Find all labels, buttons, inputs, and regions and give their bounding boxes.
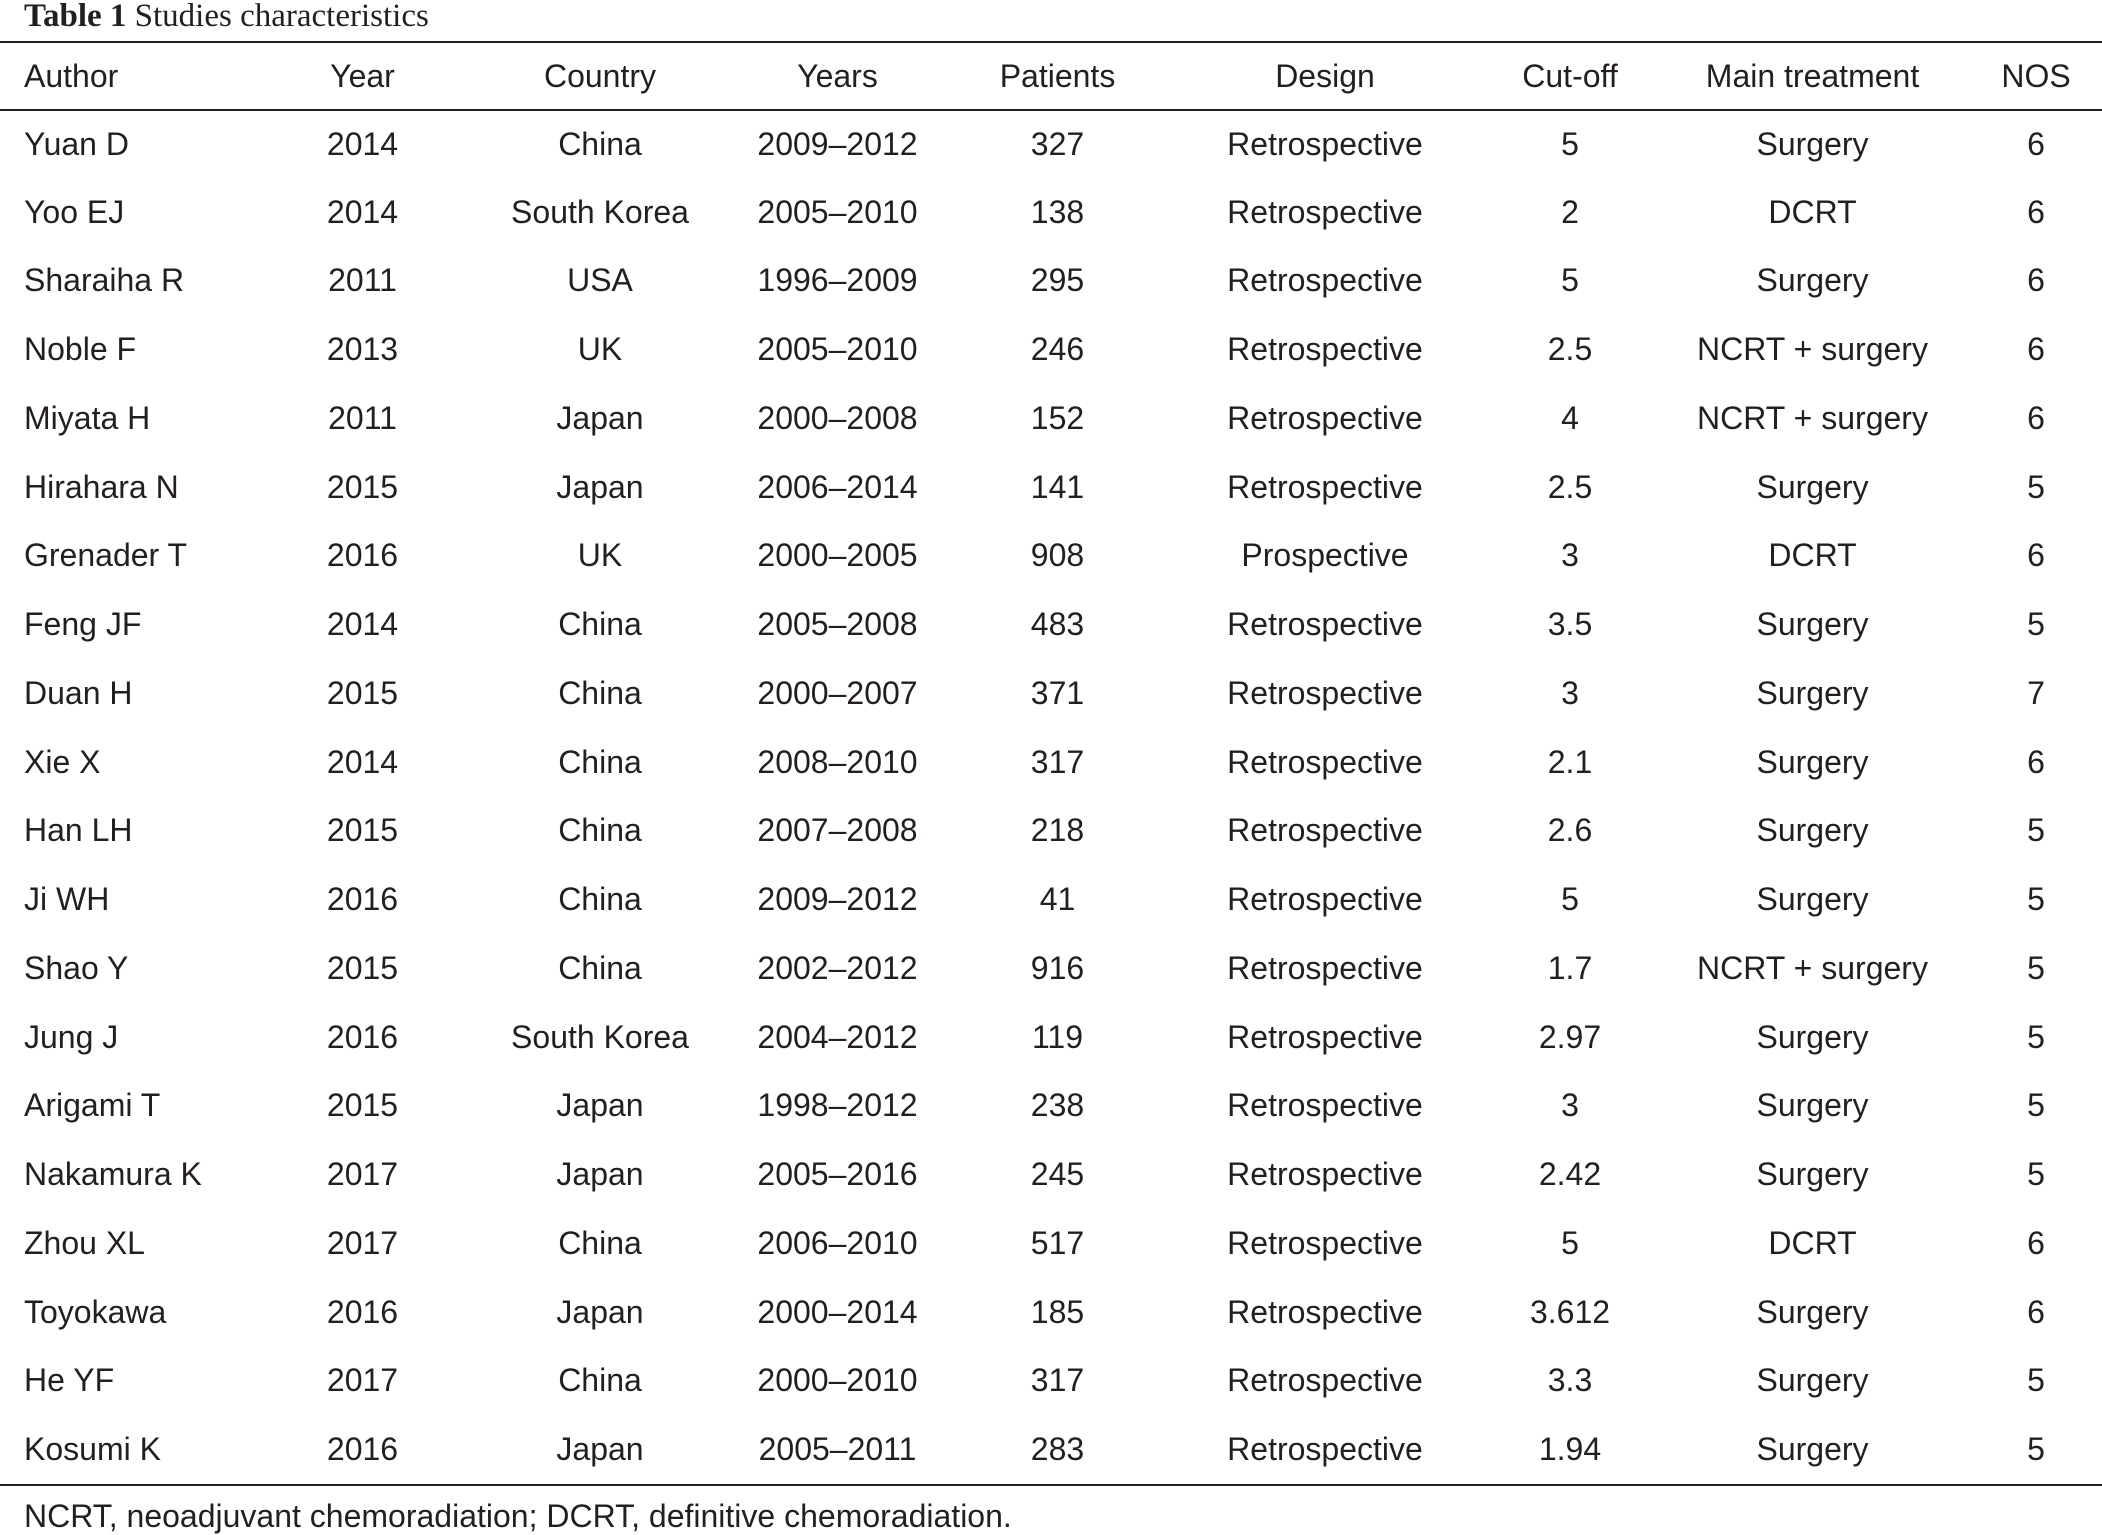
cell-nos: 6: [2027, 125, 2045, 162]
cell-design: Retrospective: [1227, 881, 1423, 918]
cell-years: 2009–2012: [757, 881, 918, 918]
cell-cutoff: 5: [1561, 1224, 1579, 1261]
cell-country: Japan: [556, 399, 644, 436]
cell-nos: 5: [2027, 1018, 2045, 1055]
cell-cutoff: 3: [1561, 537, 1579, 574]
cell-author: Miyata H: [24, 399, 151, 436]
table-row: [0, 522, 2102, 591]
column-header-nos: NOS: [2001, 57, 2071, 94]
table-bottom-rule: [0, 1484, 2102, 1486]
cell-author: Grenader T: [24, 537, 188, 574]
cell-treatment: Surgery: [1756, 606, 1869, 643]
cell-author: Yoo EJ: [24, 193, 125, 230]
cell-years: 2006–2014: [757, 468, 918, 505]
cell-year: 2016: [326, 537, 399, 574]
column-header-cutoff: Cut-off: [1522, 57, 1618, 94]
cell-author: Yuan D: [24, 125, 129, 162]
cell-country: China: [558, 125, 642, 162]
cell-treatment: Surgery: [1756, 468, 1869, 505]
cell-cutoff: 5: [1561, 262, 1579, 299]
cell-treatment: DCRT: [1768, 1224, 1857, 1261]
cell-design: Retrospective: [1227, 1156, 1423, 1193]
cell-years: 2002–2012: [757, 949, 918, 986]
cell-design: Retrospective: [1227, 1362, 1423, 1399]
cell-years: 2000–2008: [757, 399, 918, 436]
cell-cutoff: 2.97: [1538, 1018, 1602, 1055]
cell-treatment: NCRT + surgery: [1697, 331, 1928, 368]
cell-design: Retrospective: [1227, 812, 1423, 849]
cell-nos: 6: [2027, 1224, 2045, 1261]
cell-years: 2005–2008: [757, 606, 918, 643]
table-row: [0, 1003, 2102, 1072]
cell-treatment: Surgery: [1756, 1293, 1869, 1330]
cell-year: 2017: [326, 1156, 399, 1193]
cell-years: 2004–2012: [757, 1018, 918, 1055]
cell-nos: 7: [2027, 674, 2045, 711]
table-row: [0, 247, 2102, 316]
cell-treatment: NCRT + surgery: [1697, 949, 1928, 986]
cell-treatment: DCRT: [1768, 193, 1857, 230]
cell-nos: 6: [2027, 399, 2045, 436]
cell-nos: 5: [2027, 881, 2045, 918]
cell-years: 2000–2007: [757, 674, 918, 711]
cell-author: Jung J: [24, 1018, 119, 1055]
table-row: [0, 659, 2102, 728]
cell-years: 2000–2005: [757, 537, 918, 574]
cell-country: Japan: [556, 1156, 644, 1193]
cell-country: Japan: [556, 1293, 644, 1330]
cell-design: Retrospective: [1227, 606, 1423, 643]
cell-year: 2017: [326, 1224, 399, 1261]
cell-cutoff: 2.1: [1547, 743, 1593, 780]
cell-nos: 5: [2027, 1156, 2045, 1193]
table-footnote: NCRT, neoadjuvant chemoradiation; DCRT, definitive chemoradiation.: [24, 1498, 1012, 1534]
table-row: [0, 728, 2102, 797]
cell-patients: 317: [1030, 743, 1085, 780]
cell-country: China: [558, 606, 642, 643]
cell-author: Han LH: [24, 812, 133, 849]
cell-year: 2013: [326, 331, 399, 368]
cell-years: 2000–2014: [757, 1293, 918, 1330]
cell-patients: 517: [1030, 1224, 1085, 1261]
cell-treatment: DCRT: [1768, 537, 1857, 574]
cell-year: 2015: [326, 468, 399, 505]
cell-country: China: [558, 1362, 642, 1399]
table-caption: [24, 0, 429, 40]
cell-year: 2016: [326, 881, 399, 918]
column-header-year: Year: [330, 57, 395, 94]
table-row: [0, 590, 2102, 659]
cell-cutoff: 2.5: [1547, 468, 1593, 505]
cell-year: 2017: [326, 1362, 399, 1399]
cell-country: UK: [577, 331, 623, 368]
cell-nos: 6: [2027, 331, 2045, 368]
cell-patients: 246: [1030, 331, 1085, 368]
table-row: [0, 1140, 2102, 1209]
cell-years: 2008–2010: [757, 743, 918, 780]
table-row: [0, 1072, 2102, 1141]
cell-years: 2000–2010: [757, 1362, 918, 1399]
cell-country: China: [558, 743, 642, 780]
cell-year: 2014: [326, 125, 399, 162]
cell-patients: 483: [1030, 606, 1085, 643]
cell-design: Retrospective: [1227, 1087, 1423, 1124]
cell-nos: 6: [2027, 262, 2045, 299]
cell-year: 2011: [328, 262, 397, 299]
table-row: [0, 178, 2102, 247]
cell-cutoff: 5: [1561, 881, 1579, 918]
cell-years: 2007–2008: [757, 812, 918, 849]
cell-cutoff: 3: [1561, 1087, 1579, 1124]
column-header-author: Author: [24, 57, 119, 94]
cell-cutoff: 3.612: [1529, 1293, 1611, 1330]
cell-country: South Korea: [511, 1018, 689, 1055]
cell-design: Retrospective: [1227, 743, 1423, 780]
cell-cutoff: 2.42: [1538, 1156, 1602, 1193]
column-header-design: Design: [1275, 57, 1375, 94]
cell-year: 2016: [326, 1431, 399, 1468]
cell-design: Prospective: [1241, 537, 1409, 574]
cell-patients: 327: [1030, 125, 1085, 162]
table-row: [0, 1347, 2102, 1416]
studies-table: [0, 43, 2102, 1484]
cell-design: Retrospective: [1227, 674, 1423, 711]
table-row: [0, 1209, 2102, 1278]
cell-treatment: Surgery: [1756, 1156, 1869, 1193]
header-row: [0, 43, 2102, 109]
cell-nos: 5: [2027, 949, 2045, 986]
cell-design: Retrospective: [1227, 949, 1423, 986]
column-header-years: Years: [797, 57, 878, 94]
cell-year: 2015: [326, 674, 399, 711]
cell-nos: 6: [2027, 537, 2045, 574]
cell-author: Ji WH: [24, 881, 110, 918]
cell-years: 1996–2009: [757, 262, 918, 299]
cell-years: 2005–2016: [757, 1156, 918, 1193]
cell-author: Arigami T: [24, 1087, 161, 1124]
cell-treatment: Surgery: [1756, 125, 1869, 162]
cell-design: Retrospective: [1227, 1431, 1423, 1468]
cell-patients: 185: [1030, 1293, 1085, 1330]
cell-nos: 5: [2027, 1087, 2045, 1124]
cell-design: Retrospective: [1227, 1293, 1423, 1330]
cell-design: Retrospective: [1227, 399, 1423, 436]
cell-treatment: Surgery: [1756, 1362, 1869, 1399]
cell-cutoff: 4: [1561, 399, 1579, 436]
table-row: [0, 1278, 2102, 1347]
cell-author: Duan H: [24, 674, 133, 711]
cell-year: 2015: [326, 949, 399, 986]
cell-country: China: [558, 949, 642, 986]
table-caption-label: Table 1: [24, 0, 127, 34]
cell-patients: 371: [1030, 674, 1085, 711]
cell-treatment: Surgery: [1756, 1018, 1869, 1055]
cell-cutoff: 2.6: [1547, 812, 1593, 849]
cell-years: 1998–2012: [757, 1087, 918, 1124]
cell-nos: 6: [2027, 1293, 2045, 1330]
cell-country: China: [558, 881, 642, 918]
cell-years: 2005–2011: [758, 1431, 917, 1468]
cell-country: South Korea: [511, 193, 689, 230]
table-row: [0, 1415, 2102, 1484]
cell-years: 2006–2010: [757, 1224, 918, 1261]
cell-author: Sharaiha R: [24, 262, 185, 299]
cell-cutoff: 1.7: [1547, 949, 1593, 986]
cell-year: 2011: [328, 399, 397, 436]
cell-patients: 916: [1030, 949, 1085, 986]
cell-nos: 5: [2027, 1362, 2045, 1399]
table-body: [0, 109, 2102, 1484]
cell-year: 2016: [326, 1293, 399, 1330]
cell-patients: 41: [1039, 881, 1076, 918]
cell-author: He YF: [24, 1362, 115, 1399]
table-caption-title: Studies characteristics: [134, 0, 429, 34]
cell-country: USA: [567, 262, 633, 299]
table-row: [0, 453, 2102, 522]
cell-country: Japan: [556, 468, 644, 505]
cell-country: Japan: [556, 1431, 644, 1468]
cell-cutoff: 3: [1561, 674, 1579, 711]
cell-years: 2009–2012: [757, 125, 918, 162]
table-row: [0, 384, 2102, 453]
cell-design: Retrospective: [1227, 1018, 1423, 1055]
cell-author: Nakamura K: [24, 1156, 202, 1193]
cell-year: 2014: [326, 193, 399, 230]
cell-patients: 138: [1030, 193, 1085, 230]
cell-nos: 5: [2027, 468, 2045, 505]
cell-design: Retrospective: [1227, 125, 1423, 162]
cell-cutoff: 3.3: [1547, 1362, 1593, 1399]
cell-author: Shao Y: [24, 949, 129, 986]
table-row: [0, 797, 2102, 866]
table-row: [0, 934, 2102, 1003]
cell-year: 2016: [326, 1018, 399, 1055]
cell-cutoff: 1.94: [1538, 1431, 1602, 1468]
cell-patients: 141: [1030, 468, 1085, 505]
cell-design: Retrospective: [1227, 262, 1423, 299]
cell-design: Retrospective: [1227, 331, 1423, 368]
cell-country: China: [558, 1224, 642, 1261]
cell-patients: 295: [1030, 262, 1085, 299]
cell-country: China: [558, 674, 642, 711]
cell-author: Kosumi K: [24, 1431, 161, 1468]
cell-treatment: Surgery: [1756, 812, 1869, 849]
cell-nos: 6: [2027, 193, 2045, 230]
cell-patients: 245: [1030, 1156, 1085, 1193]
cell-year: 2014: [326, 606, 399, 643]
cell-nos: 6: [2027, 743, 2045, 780]
cell-patients: 119: [1031, 1018, 1083, 1055]
cell-year: 2015: [326, 1087, 399, 1124]
cell-nos: 5: [2027, 606, 2045, 643]
cell-treatment: Surgery: [1756, 743, 1869, 780]
cell-country: China: [558, 812, 642, 849]
column-header-patients: Patients: [999, 57, 1116, 94]
cell-treatment: NCRT + surgery: [1697, 399, 1928, 436]
cell-cutoff: 3.5: [1547, 606, 1593, 643]
cell-country: UK: [577, 537, 623, 574]
cell-author: Feng JF: [24, 606, 142, 643]
column-header-treatment: Main treatment: [1705, 57, 1920, 94]
cell-nos: 5: [2027, 812, 2045, 849]
table-row: [0, 315, 2102, 384]
cell-treatment: Surgery: [1756, 1087, 1869, 1124]
cell-treatment: Surgery: [1756, 674, 1869, 711]
table-row: [0, 865, 2102, 934]
cell-country: Japan: [556, 1087, 644, 1124]
cell-treatment: Surgery: [1756, 881, 1869, 918]
cell-year: 2015: [326, 812, 399, 849]
cell-patients: 238: [1030, 1087, 1085, 1124]
cell-design: Retrospective: [1227, 193, 1423, 230]
cell-patients: 152: [1030, 399, 1085, 436]
cell-patients: 317: [1030, 1362, 1085, 1399]
cell-years: 2005–2010: [757, 331, 918, 368]
cell-design: Retrospective: [1227, 1224, 1423, 1261]
cell-patients: 908: [1030, 537, 1085, 574]
cell-nos: 5: [2027, 1431, 2045, 1468]
cell-treatment: Surgery: [1756, 262, 1869, 299]
cell-years: 2005–2010: [757, 193, 918, 230]
cell-cutoff: 2: [1561, 193, 1579, 230]
cell-author: Zhou XL: [24, 1224, 145, 1261]
cell-author: Toyokawa: [24, 1293, 167, 1330]
table-header: [0, 43, 2102, 109]
cell-design: Retrospective: [1227, 468, 1423, 505]
cell-cutoff: 2.5: [1547, 331, 1593, 368]
cell-patients: 283: [1030, 1431, 1085, 1468]
cell-year: 2014: [326, 743, 399, 780]
column-header-country: Country: [543, 57, 657, 94]
cell-cutoff: 5: [1561, 125, 1579, 162]
cell-author: Noble F: [24, 331, 137, 368]
cell-author: Hirahara N: [24, 468, 179, 505]
table-row: [0, 109, 2102, 178]
cell-treatment: Surgery: [1756, 1431, 1869, 1468]
cell-author: Xie X: [24, 743, 101, 780]
cell-patients: 218: [1030, 812, 1085, 849]
